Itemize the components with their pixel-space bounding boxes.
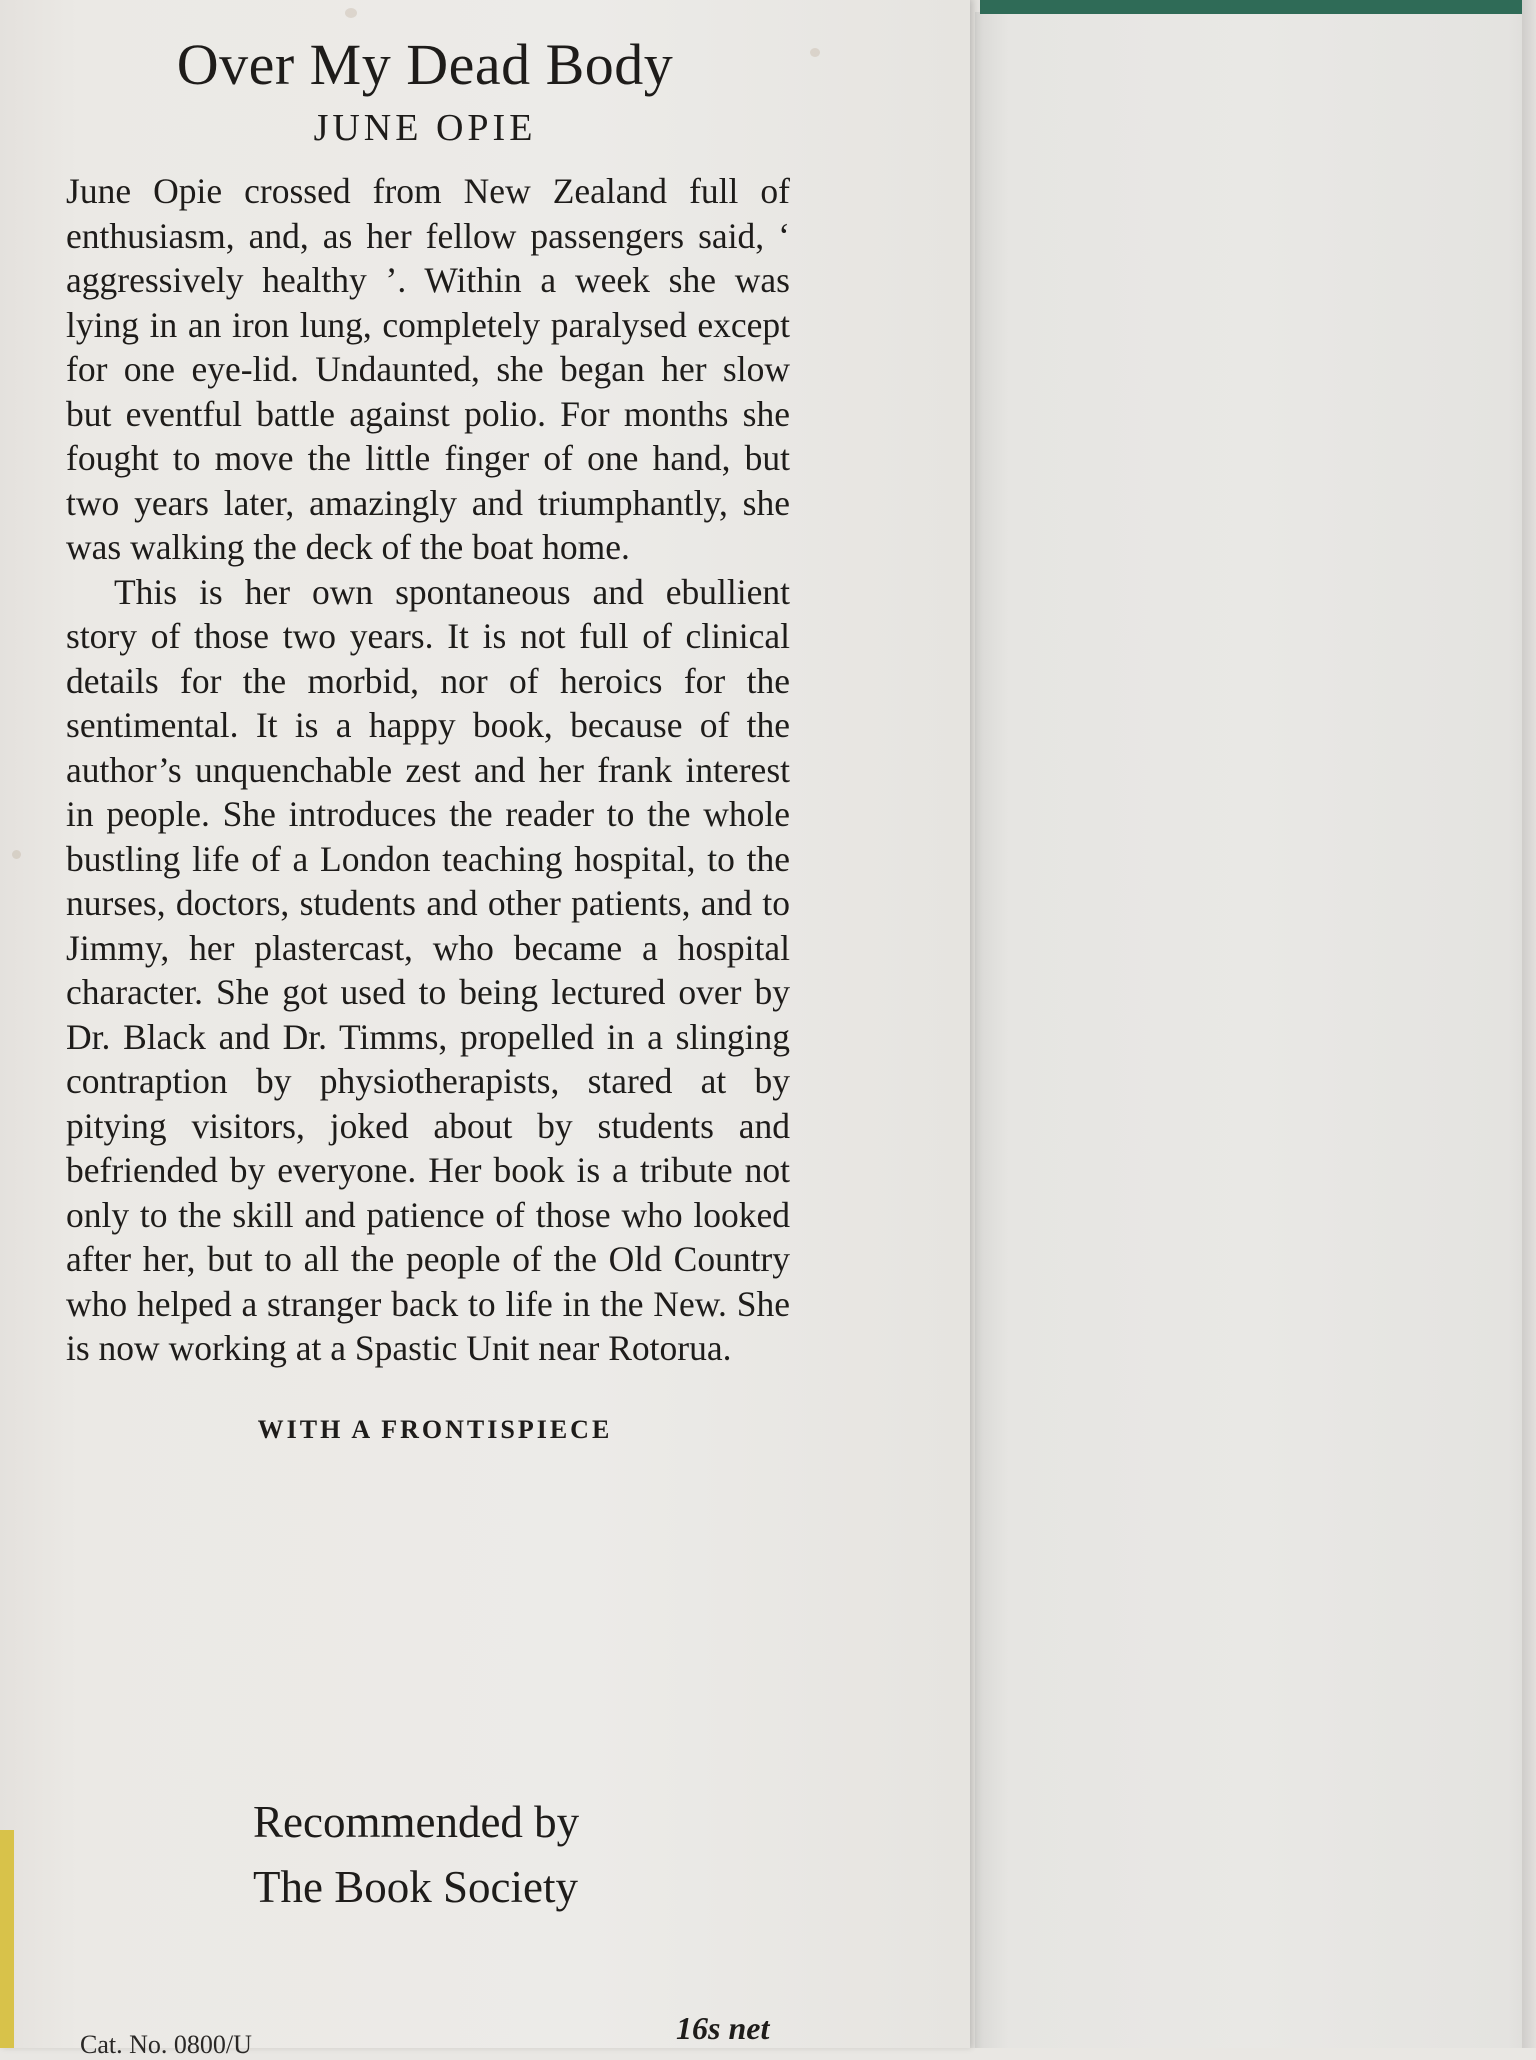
price: 16s net xyxy=(676,2010,770,2046)
foxing-spot xyxy=(345,8,357,18)
foxing-spot xyxy=(810,48,820,57)
author-name: JUNE OPIE xyxy=(313,106,537,149)
recommend-line: The Book Society xyxy=(253,1862,578,1912)
frontispiece-note: WITH A FRONTISPIECE xyxy=(257,1414,613,1444)
blurb xyxy=(60,169,790,1371)
blurb-paragraph: This is her own spontaneous and ebullient story of those two years. It is not full of clinical details for the morbid, nor of heroics for the sentimental. It is a happy book, because of the author’s unquenchable zest and her frank interest in people. She introduces the reader to the whole bustling life of a London teaching hospital, to the nurses, doctors, students and other patients, and to Jimmy, her plastercast, who became a hospital character. She got used to being lectured over by Dr. Black and Dr. Timms, propelled in a slinging contraption by physiotherapists, stared at by pitying visitors, joked about by students and befriended by everyone. Her book is a tribute not only to the skill and patience of those who looked after her, but to all the people of the Old Country who helped a stranger back to life in the New. She is now working at a Spastic Unit near Rotorua. xyxy=(66,571,790,1369)
recommend-line: Recommended by xyxy=(253,1797,580,1847)
endpaper-page xyxy=(975,12,1536,2048)
catalogue-number: Cat. No. 0800/U xyxy=(80,2030,252,2059)
board-edge xyxy=(1522,0,1536,2048)
book-title: Over My Dead Body xyxy=(176,32,674,97)
recommendation xyxy=(253,1790,579,1920)
blurb-paragraph: June Opie crossed from New Zealand full of enthusiasm, and, as her fellow passengers said, ‘ aggressively healthy ’. Within a week she was lying in an iron lung, completely paralysed except for one eye-lid. Undaunted, she began her slow but eventful battle against polio. For months she fought to move the little finger of one hand, but two years later, amazingly and triumphantly, she was walking the deck of the boat home. xyxy=(66,171,790,568)
flap-text-column xyxy=(60,30,790,1445)
green-cloth-binding xyxy=(980,0,1536,14)
foxing-spot xyxy=(12,850,21,859)
yellow-edge-strip xyxy=(0,1830,14,2048)
